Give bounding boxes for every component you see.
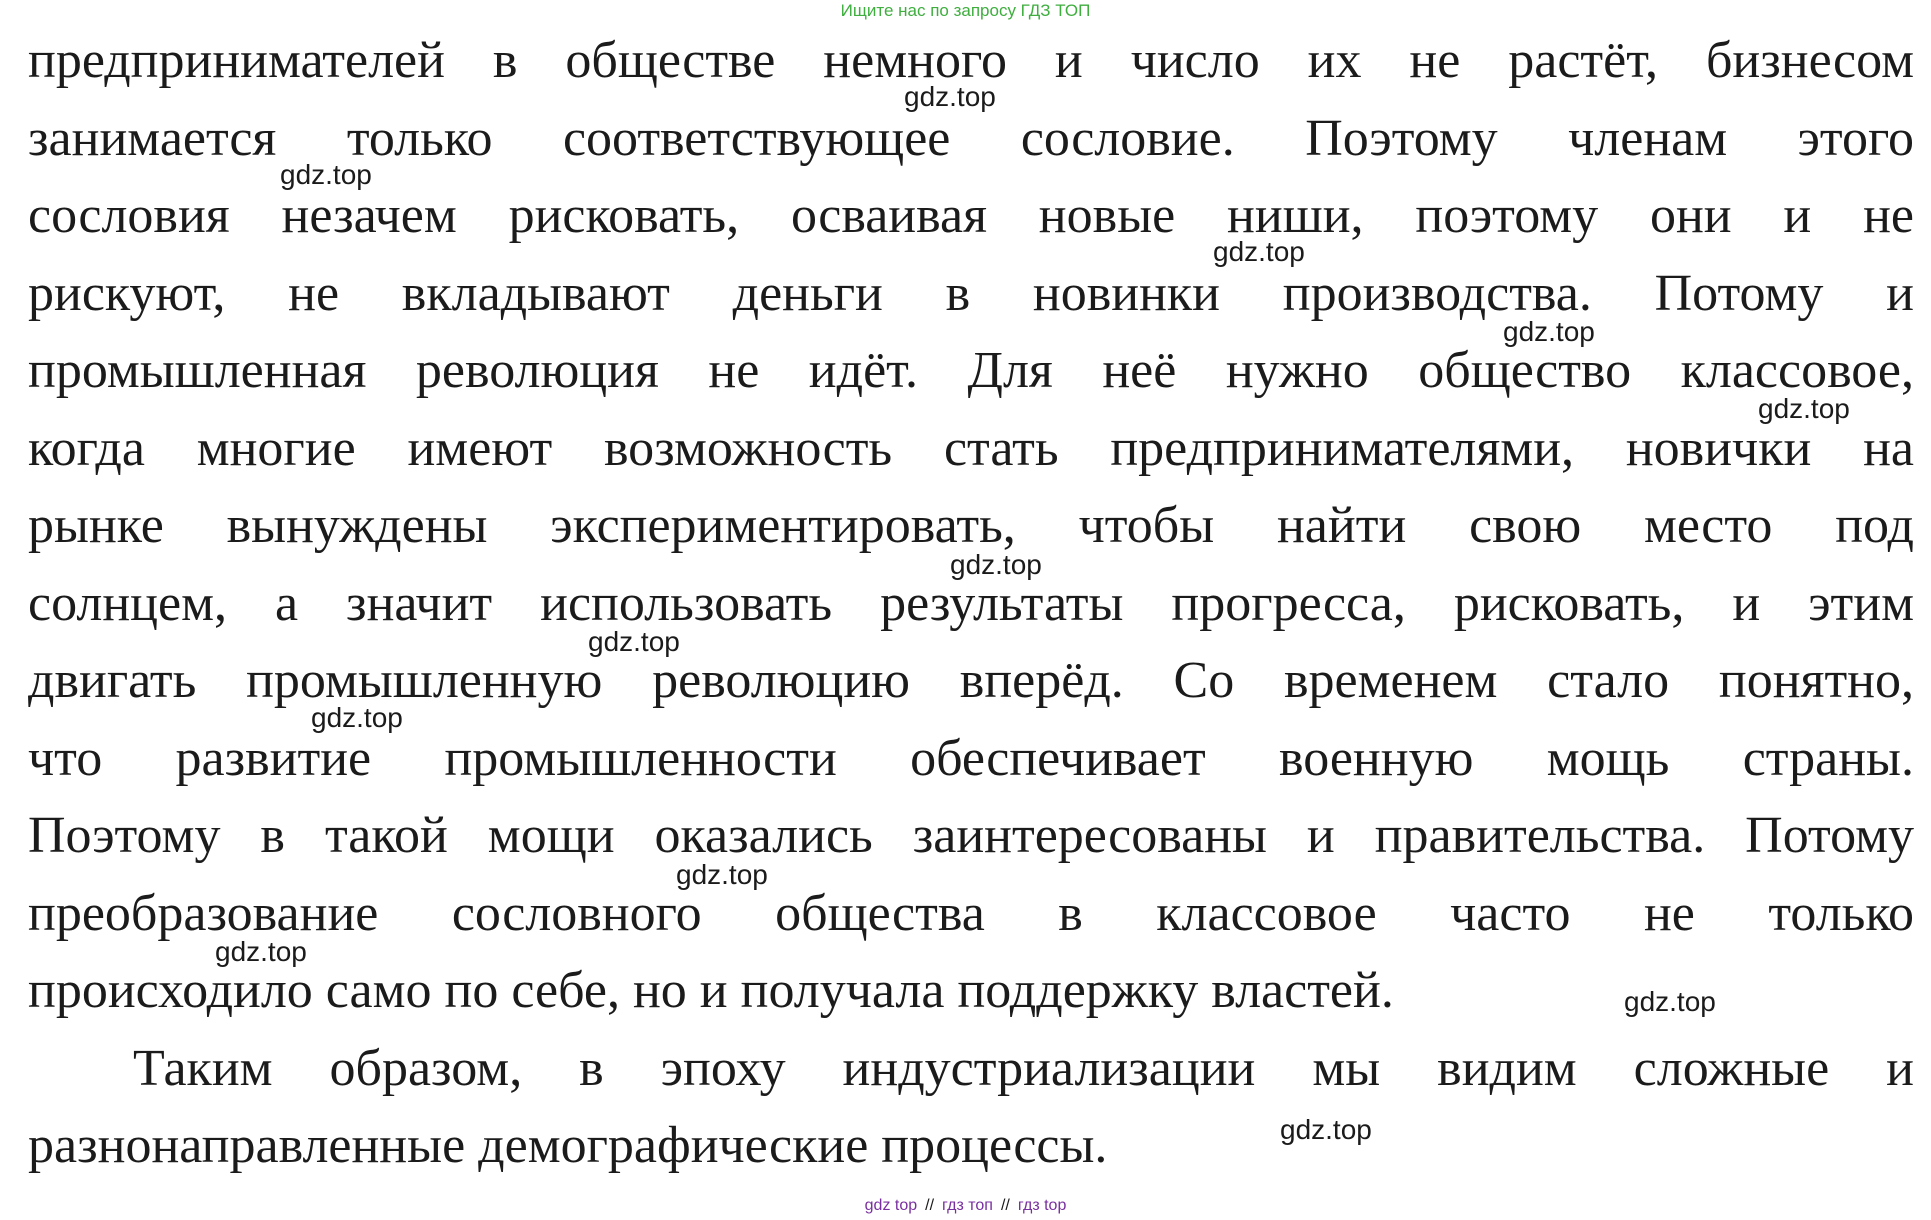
top-banner: Ищите нас по запросу ГДЗ ТОП	[840, 1, 1091, 20]
text-line: рискуют, не вкладывают деньги в новинки производства. Потому и	[28, 264, 1914, 322]
watermark: gdz.top	[311, 702, 403, 733]
text-line: сословия незачем рисковать, осваивая новые ниши, поэтому они и не	[28, 187, 1914, 244]
text-line: двигать промышленную революцию вперёд. Со временем стало понятно,	[28, 652, 1914, 709]
watermark: gdz.top	[950, 549, 1042, 580]
text-line: Таким образом, в эпоху индустриализации мы видим сложные и	[133, 1039, 1914, 1097]
text-line: солнцем, а значит использовать результаты прогресса, рисковать, и этим	[28, 574, 1914, 632]
watermark: gdz.top	[676, 859, 768, 890]
text-line: Поэтому в такой мощи оказались заинтересованы и правительства. Потому	[28, 807, 1914, 864]
watermark: gdz.top	[1213, 236, 1305, 267]
text-line: промышленная революция не идёт. Для неё нужно общество классовое,	[28, 342, 1914, 399]
watermark: gdz.top	[215, 936, 307, 967]
text-line: занимается только соответствующее сословие. Поэтому членам этого	[28, 109, 1914, 167]
text-line: рынке вынуждены экспериментировать, чтобы найти свою место под	[28, 497, 1914, 554]
footer-separator: //	[1000, 1197, 1010, 1214]
text-line: разнонаправленные демографические процессы.	[28, 1117, 1108, 1174]
watermark: gdz.top	[588, 626, 680, 657]
watermark: gdz.top	[904, 81, 996, 112]
footer-links	[0, 1196, 1931, 1216]
footer-separator: //	[925, 1197, 935, 1214]
text-line: преобразование сословного общества в классовое часто не только	[28, 884, 1914, 942]
footer-link-gdz-top-mixed[interactable]: гдз top	[1017, 1197, 1067, 1214]
watermark: gdz.top	[1758, 393, 1850, 424]
text-line: что развитие промышленности обеспечивает военную мощь страны.	[28, 729, 1914, 787]
watermark: gdz.top	[280, 159, 372, 190]
watermark: gdz.top	[1503, 316, 1595, 347]
watermark: gdz.top	[1624, 986, 1716, 1017]
footer-link-gdz-top-ru[interactable]: гдз топ	[942, 1197, 993, 1214]
text-line: предпринимателей в обществе немного и число их не растёт, бизнесом	[28, 32, 1914, 89]
footer-link-gdz-top[interactable]: gdz top	[864, 1197, 918, 1214]
watermark: gdz.top	[1280, 1114, 1372, 1145]
text-line: когда многие имеют возможность стать предпринимателями, новички на	[28, 419, 1914, 477]
text-line: происходило само по себе, но и получала поддержку властей.	[28, 962, 1394, 1019]
